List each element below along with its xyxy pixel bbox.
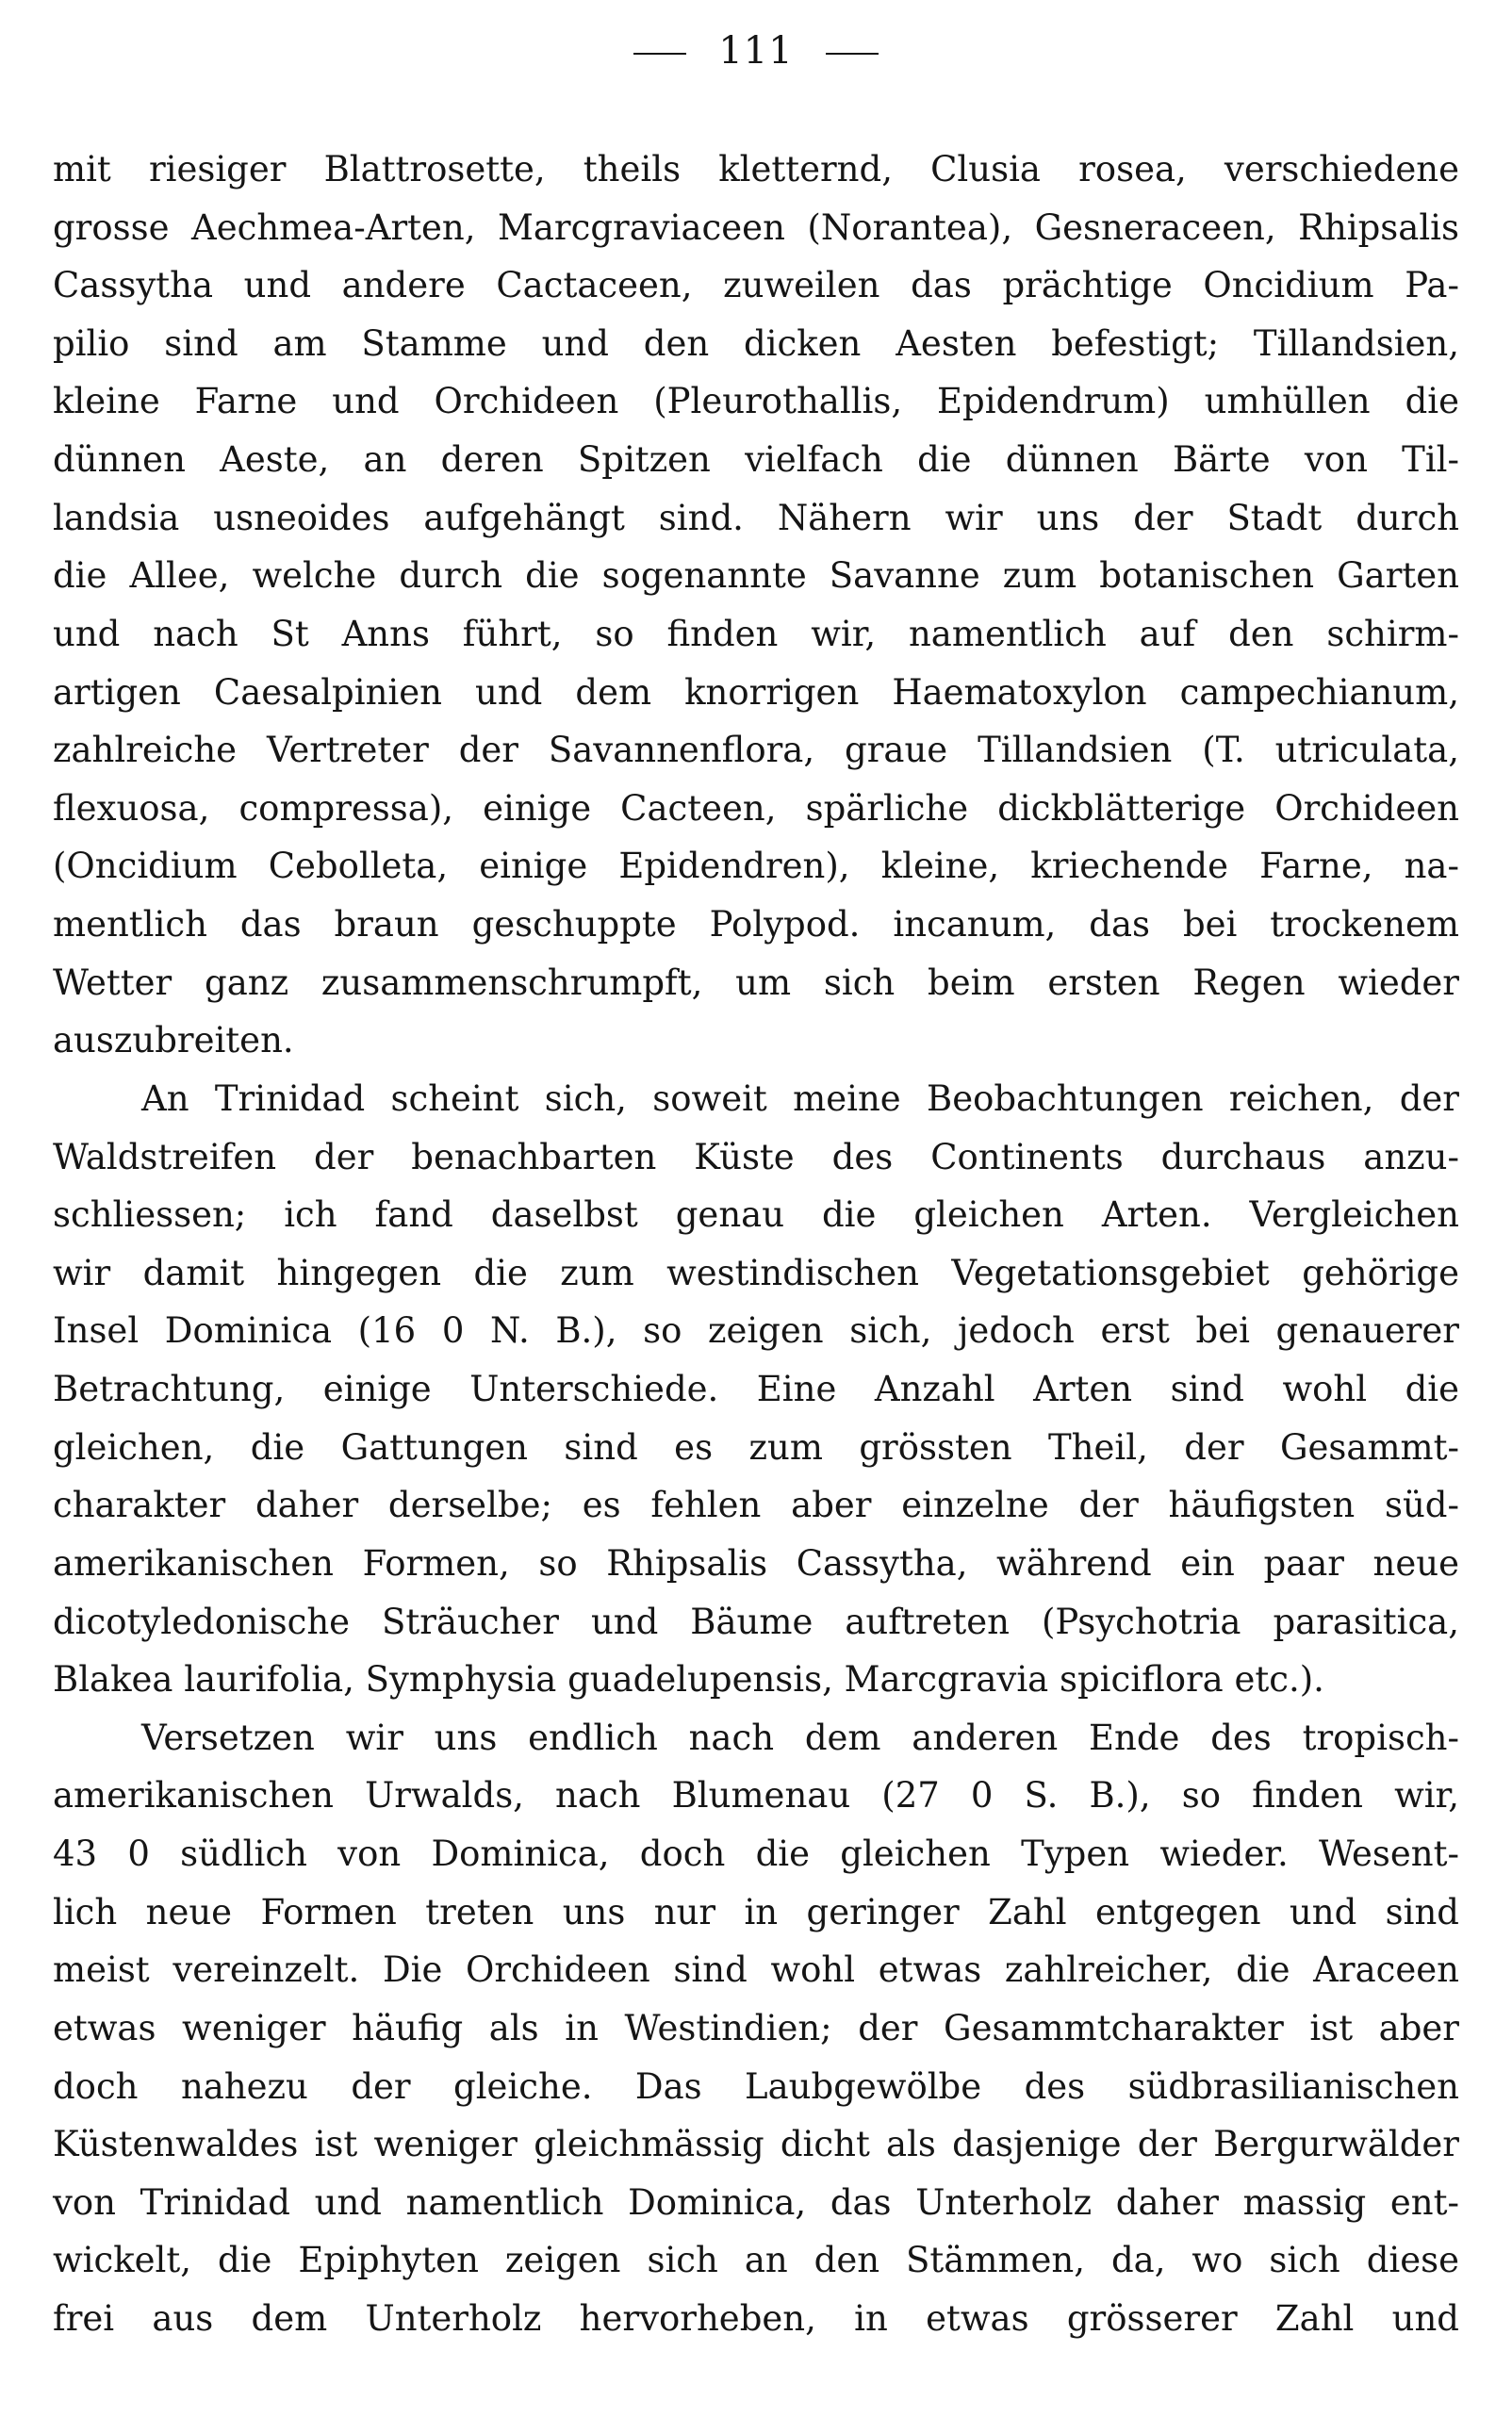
text-line: lich neue Formen treten uns nur in geringer Zahl entgegen und sind bbox=[53, 1891, 1459, 1932]
text-line: Waldstreifen der benachbarten Küste des Continents durchaus anzu- bbox=[53, 1136, 1459, 1177]
text-line: 43 0 südlich von Dominica, doch die gleichen Typen wieder. Wesent- bbox=[53, 1833, 1459, 1875]
text-line: Insel Dominica (16 0 N. B.), so zeigen sich, jedoch erst bei genauerer bbox=[53, 1310, 1459, 1352]
text-line: auszubreiten. bbox=[53, 1020, 294, 1061]
text-line: wickelt, die Epiphyten zeigen sich an den Stämmen, da, wo sich diese bbox=[53, 2240, 1459, 2281]
text-line: grosse Aechmea-Arten, Marcgraviaceen (Norantea), Gesneraceen, Rhipsalis bbox=[53, 206, 1459, 248]
text-line: (Oncidium Cebolleta, einige Epidendren), kleine, kriechende Farne, na- bbox=[53, 846, 1459, 887]
header-dash-right bbox=[826, 53, 879, 55]
text-line: doch nahezu der gleiche. Das Laubgewölbe des südbrasilianischen bbox=[53, 2065, 1459, 2107]
text-line: kleine Farne und Orchideen (Pleurothallis, Epidendrum) umhüllen die bbox=[53, 381, 1459, 422]
text-line: Betrachtung, einige Unterschiede. Eine Anzahl Arten sind wohl die bbox=[53, 1369, 1459, 1410]
text-line: landsia usneoides aufgehängt sind. Nähern wir uns der Stadt durch bbox=[53, 497, 1459, 538]
text-line: Küstenwaldes ist weniger gleichmässig dicht als dasjenige der Bergurwälder bbox=[53, 2124, 1459, 2165]
text-line: und nach St Anns führt, so finden wir, namentlich auf den schirm- bbox=[53, 613, 1459, 654]
text-line: dünnen Aeste, an deren Spitzen vielfach die dünnen Bärte von Til- bbox=[53, 439, 1459, 481]
text-line: Blakea laurifolia, Symphysia guadelupensis, Marcgravia spiciflora etc.). bbox=[53, 1659, 1324, 1701]
text-line: zahlreiche Vertreter der Savannenflora, graue Tillandsien (T. utriculata, bbox=[53, 730, 1459, 771]
text-line: frei aus dem Unterholz hervorheben, in etwas grösserer Zahl und bbox=[53, 2298, 1459, 2339]
text-line: amerikanischen Urwalds, nach Blumenau (27 0 S. B.), so finden wir, bbox=[53, 1775, 1459, 1817]
text-line: Cassytha und andere Cactaceen, zuweilen das prächtige Oncidium Pa- bbox=[53, 265, 1459, 306]
page-header bbox=[0, 28, 1512, 74]
text-line: Versetzen wir uns endlich nach dem anderen Ende des tropisch- bbox=[141, 1717, 1459, 1758]
text-line: von Trinidad und namentlich Dominica, das Unterholz daher massig ent- bbox=[53, 2181, 1459, 2223]
header-dash-left bbox=[633, 53, 686, 55]
text-line: amerikanischen Formen, so Rhipsalis Cassytha, während ein paar neue bbox=[53, 1542, 1459, 1584]
text-line: charakter daher derselbe; es fehlen aber einzelne der häufigsten süd- bbox=[53, 1485, 1459, 1526]
page-number: 111 bbox=[718, 29, 794, 73]
text-line: meist vereinzelt. Die Orchideen sind wohl etwas zahlreicher, die Araceen bbox=[53, 1949, 1459, 1991]
text-line: wir damit hingegen die zum westindischen Vegetationsgebiet gehörige bbox=[53, 1252, 1459, 1293]
text-line: mentlich das braun geschuppte Polypod. incanum, das bei trockenem bbox=[53, 904, 1459, 945]
text-line: gleichen, die Gattungen sind es zum grössten Theil, der Gesammt- bbox=[53, 1426, 1459, 1468]
text-line: flexuosa, compressa), einige Cacteen, spärliche dickblätterige Orchideen bbox=[53, 787, 1459, 829]
text-line: die Allee, welche durch die sogenannte Savanne zum botanischen Garten bbox=[53, 555, 1459, 597]
text-line: schliessen; ich fand daselbst genau die gleichen Arten. Vergleichen bbox=[53, 1194, 1459, 1236]
text-line: artigen Caesalpinien und dem knorrigen Haematoxylon campechianum, bbox=[53, 671, 1459, 713]
text-line: An Trinidad scheint sich, soweit meine Beobachtungen reichen, der bbox=[141, 1077, 1459, 1119]
text-line: mit riesiger Blattrosette, theils kletternd, Clusia rosea, verschiedene bbox=[53, 149, 1459, 189]
text-line: Wetter ganz zusammenschrumpft, um sich beim ersten Regen wieder bbox=[53, 962, 1459, 1003]
text-line: pilio sind am Stamme und den dicken Aesten befestigt; Tillandsien, bbox=[53, 322, 1459, 364]
text-line: etwas weniger häufig als in Westindien; der Gesammtcharakter ist aber bbox=[53, 2007, 1459, 2048]
text-line: dicotyledonische Sträucher und Bäume auftreten (Psychotria parasitica, bbox=[53, 1601, 1459, 1642]
